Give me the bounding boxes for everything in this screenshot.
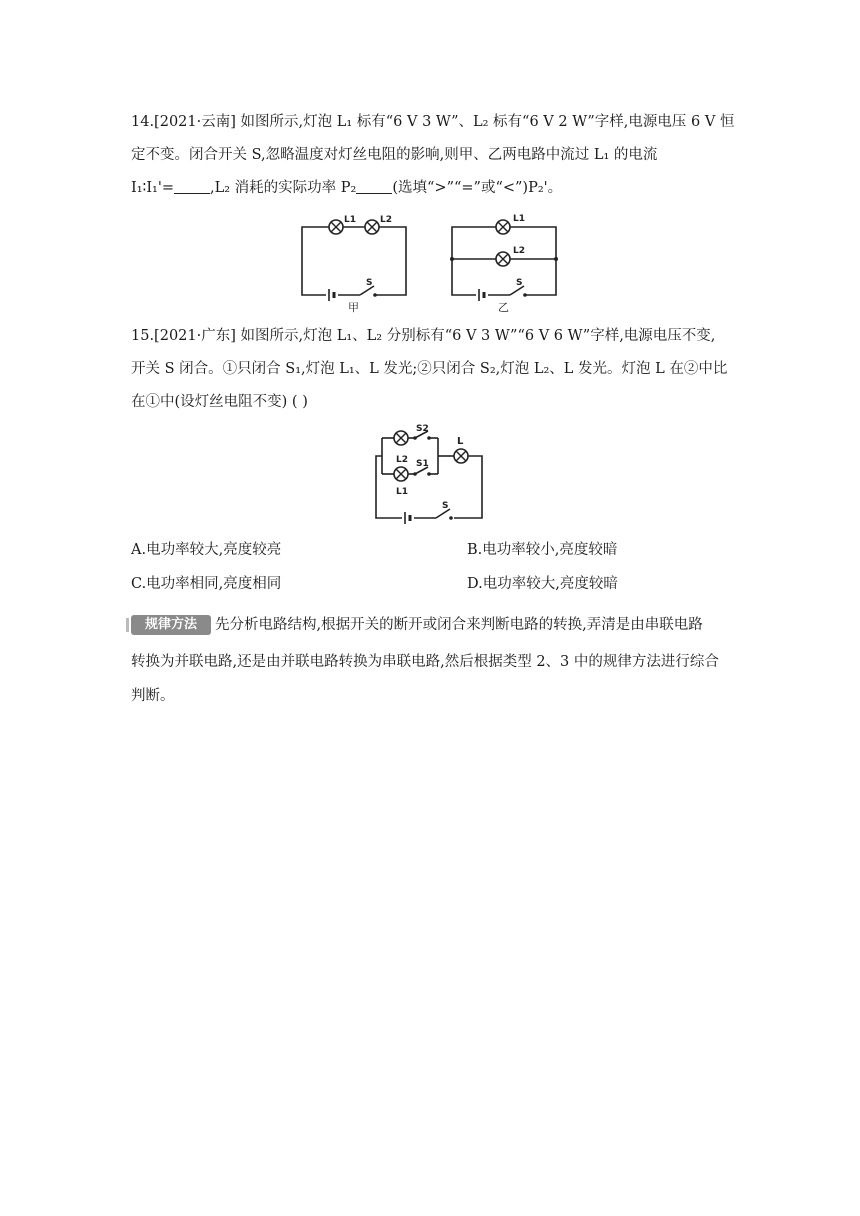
battery-icon (329, 289, 334, 301)
label-l2: L2 (396, 455, 408, 465)
label-s1: S1 (416, 459, 429, 469)
battery-icon (479, 289, 484, 301)
lamp-l-icon (454, 449, 468, 463)
label-l1: L1 (396, 487, 408, 497)
label-l1: L1 (344, 215, 356, 225)
q15-line2: 开关 S 闭合。①只闭合 S₁,灯泡 L₁、L 发光;②只闭合 S₂,灯泡 L₂、L 发光。灯泡 L 在②中比 (131, 361, 728, 377)
battery-icon (405, 512, 410, 524)
label-s2: S2 (416, 424, 429, 434)
option-b[interactable]: B.电功率较小,亮度较暗 (467, 542, 618, 558)
q14-blank-1[interactable] (174, 179, 210, 194)
option-a[interactable]: A.电功率较大,亮度较亮 (131, 542, 282, 558)
q14-figure-b (446, 207, 562, 313)
method-line3: 判断。 (131, 688, 175, 704)
q14-figure-a (296, 207, 412, 313)
option-c[interactable]: C.电功率相同,亮度相同 (131, 576, 282, 592)
label-l2: L2 (380, 215, 392, 225)
q15-figure (372, 422, 490, 526)
q14-choice-text: (选填“>”“=”或“<”)P₂'。 (392, 180, 563, 196)
method-line1: 先分析电路结构,根据开关的断开或闭合来判断电路的转换,弄清是由串联电路 (215, 617, 703, 633)
method-line2: 转换为并联电路,还是由并联电路转换为串联电路,然后根据类型 2、3 中的规律方法进行综合 (131, 654, 719, 670)
q14-line3 (131, 178, 562, 198)
lamp-l1-icon (496, 220, 510, 234)
q14-ratio-label: I₁∶I₁'= (131, 180, 174, 196)
q14-power-label: ,L₂ 消耗的实际功率 P₂ (210, 180, 357, 196)
q14-blank-2[interactable] (356, 179, 392, 194)
lamp-l1-icon (394, 467, 408, 481)
method-badge: 规律方法 (131, 615, 211, 635)
label-s: S (442, 501, 449, 511)
figure-label-yi: 乙 (498, 301, 509, 313)
label-l: L (457, 436, 464, 447)
lamp-l2-icon (365, 220, 379, 234)
q15-line3: 在①中(设灯丝电阻不变) ( ) (131, 394, 308, 410)
label-s: S (516, 278, 523, 288)
lamp-l2-icon (394, 431, 408, 445)
figure-label-jia: 甲 (348, 301, 359, 313)
lamp-l1-icon (329, 220, 343, 234)
lamp-l2-icon (496, 252, 510, 266)
label-l2: L2 (513, 246, 525, 256)
label-s: S (366, 278, 373, 288)
option-d[interactable]: D.电功率较大,亮度较暗 (467, 576, 618, 592)
q15-line1: 15.[2021·广东] 如图所示,灯泡 L₁、L₂ 分别标有“6 V 3 W”“6 V 6 W”字样,电源电压不变, (131, 328, 716, 344)
q14-line1: 14.[2021·云南] 如图所示,灯泡 L₁ 标有“6 V 3 W”、L₂ 标有“6 V 2 W”字样,电源电压 6 V 恒 (131, 114, 735, 130)
label-l1: L1 (513, 214, 525, 224)
q14-line2: 定不变。闭合开关 S,忽略温度对灯丝电阻的影响,则甲、乙两电路中流过 L₁ 的电流 (131, 147, 658, 163)
